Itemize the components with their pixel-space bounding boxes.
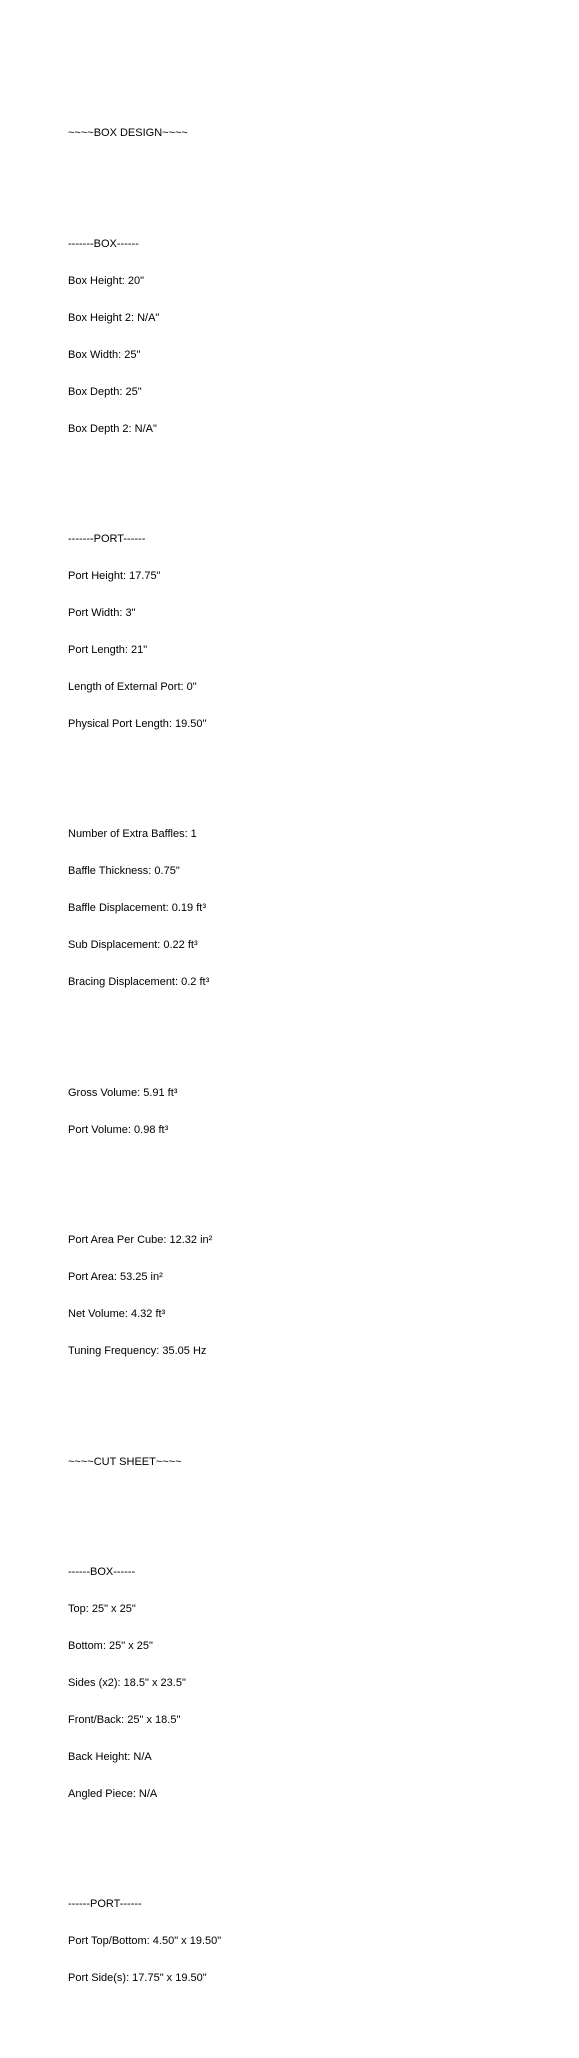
tuning-block <box>68 1210 221 1382</box>
cut-port-sides: Port Side(s): 17.75" x 19.50" <box>68 1972 207 1985</box>
net-volume: Net Volume: 4.32 ft³ <box>68 1307 166 1320</box>
displacement-block <box>68 804 221 1013</box>
volume-block <box>68 1062 221 1160</box>
box-depth-2: Box Depth 2: N/A" <box>68 422 157 435</box>
box-depth: Box Depth: 25" <box>68 385 142 398</box>
port-area-per-cube: Port Area Per Cube: 12.32 in² <box>68 1234 213 1247</box>
cut-sheet-heading-block <box>68 1431 221 1492</box>
cut-bottom: Bottom: 25" x 25" <box>68 1640 153 1652</box>
box-design-heading: ~~~~BOX DESIGN~~~~ <box>68 127 188 140</box>
port-length: Port Length: 21" <box>68 643 148 656</box>
cut-sides: Sides (x2): 18.5" x 23.5" <box>68 1676 186 1689</box>
bracing-displacement: Bracing Displacement: 0.2 ft³ <box>68 975 210 988</box>
tuning-frequency: Tuning Frequency: 35.05 Hz <box>68 1344 207 1357</box>
box-dimensions-block <box>68 214 221 460</box>
box-subheading: -------BOX------ <box>68 238 139 251</box>
box-design-heading-block <box>68 103 221 164</box>
port-height: Port Height: 17.75" <box>68 570 161 583</box>
box-width: Box Width: 25" <box>68 348 141 361</box>
cut-box-subheading: ------BOX------ <box>68 1566 136 1579</box>
box-height: Box Height: 20" <box>68 275 145 288</box>
cut-front-back: Front/Back: 25" x 18.5" <box>68 1713 181 1726</box>
port-dimensions-block <box>68 509 221 755</box>
box-height-2: Box Height 2: N/A" <box>68 311 160 324</box>
port-width: Port Width: 3" <box>68 607 136 620</box>
cut-sheet-port-block <box>68 1874 221 2009</box>
gross-volume: Gross Volume: 5.91 ft³ <box>68 1086 178 1099</box>
cut-back-height: Back Height: N/A <box>68 1750 152 1763</box>
extra-baffles: Number of Extra Baffles: 1 <box>68 828 197 841</box>
cut-angled-piece: Angled Piece: N/A <box>68 1787 158 1800</box>
physical-port-length: Physical Port Length: 19.50" <box>68 717 207 730</box>
box-design-sheet <box>68 66 221 2058</box>
baffle-thickness: Baffle Thickness: 0.75" <box>68 865 180 878</box>
port-area: Port Area: 53.25 in² <box>68 1271 163 1284</box>
cut-port-top-bottom: Port Top/Bottom: 4.50" x 19.50" <box>68 1935 222 1948</box>
external-port-length: Length of External Port: 0" <box>68 680 197 693</box>
cut-port-subheading: ------PORT------ <box>68 1898 142 1911</box>
port-subheading: -------PORT------ <box>68 533 146 546</box>
baffle-displacement: Baffle Displacement: 0.19 ft³ <box>68 902 206 915</box>
cut-top: Top: 25" x 25" <box>68 1603 136 1616</box>
port-volume: Port Volume: 0.98 ft³ <box>68 1123 169 1136</box>
cut-sheet-heading: ~~~~CUT SHEET~~~~ <box>68 1455 182 1468</box>
sub-displacement: Sub Displacement: 0.22 ft³ <box>68 939 198 952</box>
cut-sheet-box-block <box>68 1542 221 1825</box>
